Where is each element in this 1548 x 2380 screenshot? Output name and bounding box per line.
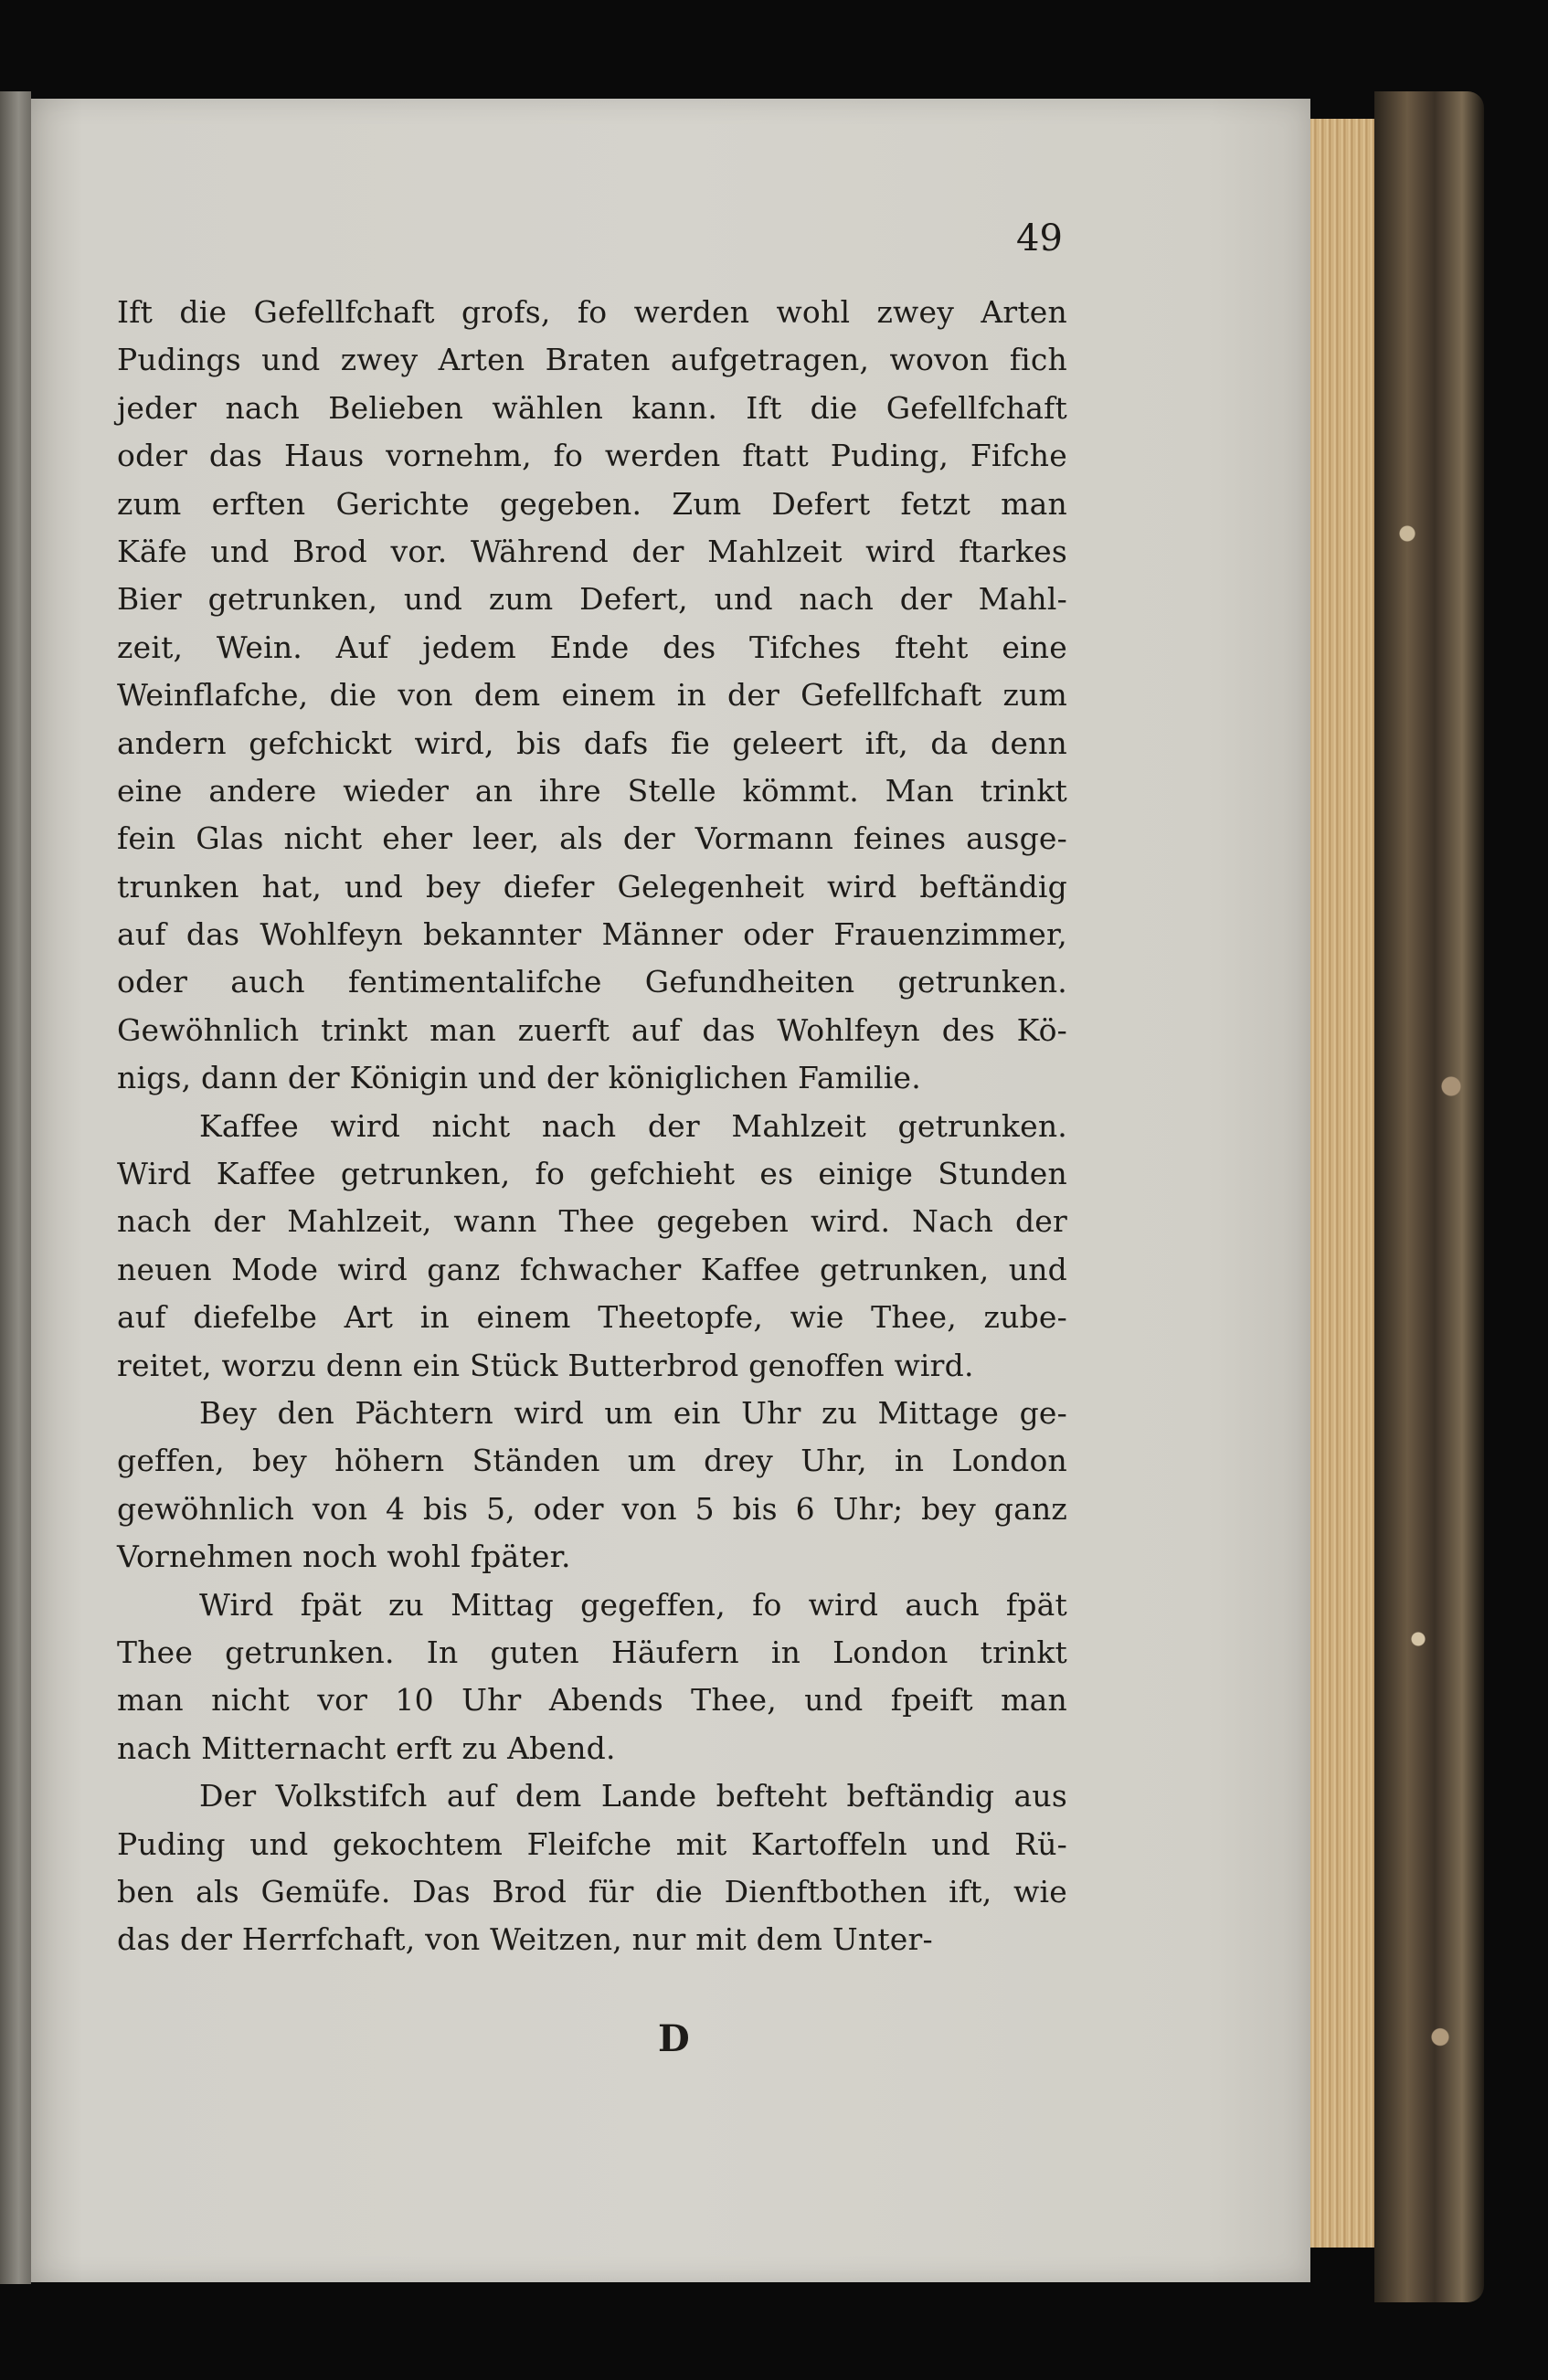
body-text <box>117 289 1067 1964</box>
text-line: Bier getrunken, und zum Defert, und nach der Mahl- <box>117 581 1067 618</box>
text-line: Kaffee wird nicht nach der Mahlzeit getrunken. <box>199 1107 1067 1144</box>
text-line: Thee getrunken. In guten Häufern in London trinkt <box>117 1634 1067 1670</box>
text-line: geffen, bey höhern Ständen um drey Uhr, in London <box>117 1443 1067 1479</box>
text-line: nigs, dann der Königin und der königlichen Familie. <box>117 1060 921 1096</box>
text-line: Ift die Gefellfchaft grofs, fo werden wohl zwey Arten <box>117 294 1067 330</box>
text-line: auf das Wohlfeyn bekannter Männer oder Frauenzimmer, <box>117 916 1067 953</box>
text-line: Bey den Pächtern wird um ein Uhr zu Mittage ge- <box>199 1394 1067 1431</box>
text-line: Pudings und zwey Arten Braten aufgetragen, wovon fich <box>117 342 1067 378</box>
text-line: Vornehmen noch wohl fpäter. <box>117 1539 571 1575</box>
text-line: Käfe und Brod vor. Während der Mahlzeit wird ftarkes <box>117 533 1067 569</box>
text-line: fein Glas nicht eher leer, als der Vormann feines ausge- <box>117 820 1067 857</box>
text-line: nach Mitternacht erft zu Abend. <box>117 1729 616 1766</box>
paragraph <box>117 1103 1067 1390</box>
text-line: Gewöhnlich trinkt man zuerft auf das Wohlfeyn des Kö- <box>117 1011 1067 1048</box>
marbled-book-cover <box>1374 91 1484 2302</box>
text-line: oder auch fentimentalifche Gefundheiten getrunken. <box>117 964 1067 1000</box>
text-line: andern gefchickt wird, bis dafs fie geleert ift, da denn <box>117 725 1067 761</box>
text-line: Weinflafche, die von dem einem in der Gefellfchaft zum <box>117 677 1067 714</box>
paragraph <box>117 1581 1067 1773</box>
printer-signature-mark: D <box>658 2017 690 2060</box>
previous-page-edge <box>0 91 31 2284</box>
text-line: Wird Kaffee getrunken, fo gefchieht es einige Stunden <box>117 1156 1067 1192</box>
paragraph <box>117 1390 1067 1581</box>
text-line: Der Volkstifch auf dem Lande befteht beftändig aus <box>199 1778 1067 1814</box>
text-line: Wird fpät zu Mittag gegeffen, fo wird auch fpät <box>199 1586 1067 1623</box>
text-line: ben als Gemüfe. Das Brod für die Dienftbothen ift, wie <box>117 1873 1067 1909</box>
text-line: reitet, worzu denn ein Stück Butterbrod genoffen wird. <box>117 1347 974 1383</box>
text-line: neuen Mode wird ganz fchwacher Kaffee getrunken, und <box>117 1251 1067 1287</box>
text-line: oder das Haus vornehm, fo werden ftatt Puding, Fifche <box>117 438 1067 474</box>
text-line: zum erften Gerichte gegeben. Zum Defert fetzt man <box>117 485 1067 522</box>
text-line: eine andere wieder an ihre Stelle kömmt. Man trinkt <box>117 772 1067 809</box>
text-line: trunken hat, und bey diefer Gelegenheit wird beftändig <box>117 868 1067 904</box>
text-line: Puding und gekochtem Fleifche mit Kartoffeln und Rü- <box>117 1825 1067 1862</box>
page-edges-stack <box>1310 119 1374 2248</box>
text-line: jeder nach Belieben wählen kann. Ift die Gefellfchaft <box>117 389 1067 426</box>
text-line: auf diefelbe Art in einem Theetopfe, wie Thee, zube- <box>117 1299 1067 1336</box>
page-number: 49 <box>1016 217 1063 259</box>
text-line: zeit, Wein. Auf jedem Ende des Tifches fteht eine <box>117 629 1067 665</box>
text-line: man nicht vor 10 Uhr Abends Thee, und fpeift man <box>117 1682 1067 1719</box>
text-line: gewöhnlich von 4 bis 5, oder von 5 bis 6 Uhr; bey ganz <box>117 1490 1067 1527</box>
text-line: das der Herrfchaft, von Weitzen, nur mit dem Unter- <box>117 1921 933 1958</box>
text-line: nach der Mahlzeit, wann Thee gegeben wird. Nach der <box>117 1203 1067 1240</box>
paragraph <box>117 1772 1067 1964</box>
paragraph <box>117 289 1067 1103</box>
